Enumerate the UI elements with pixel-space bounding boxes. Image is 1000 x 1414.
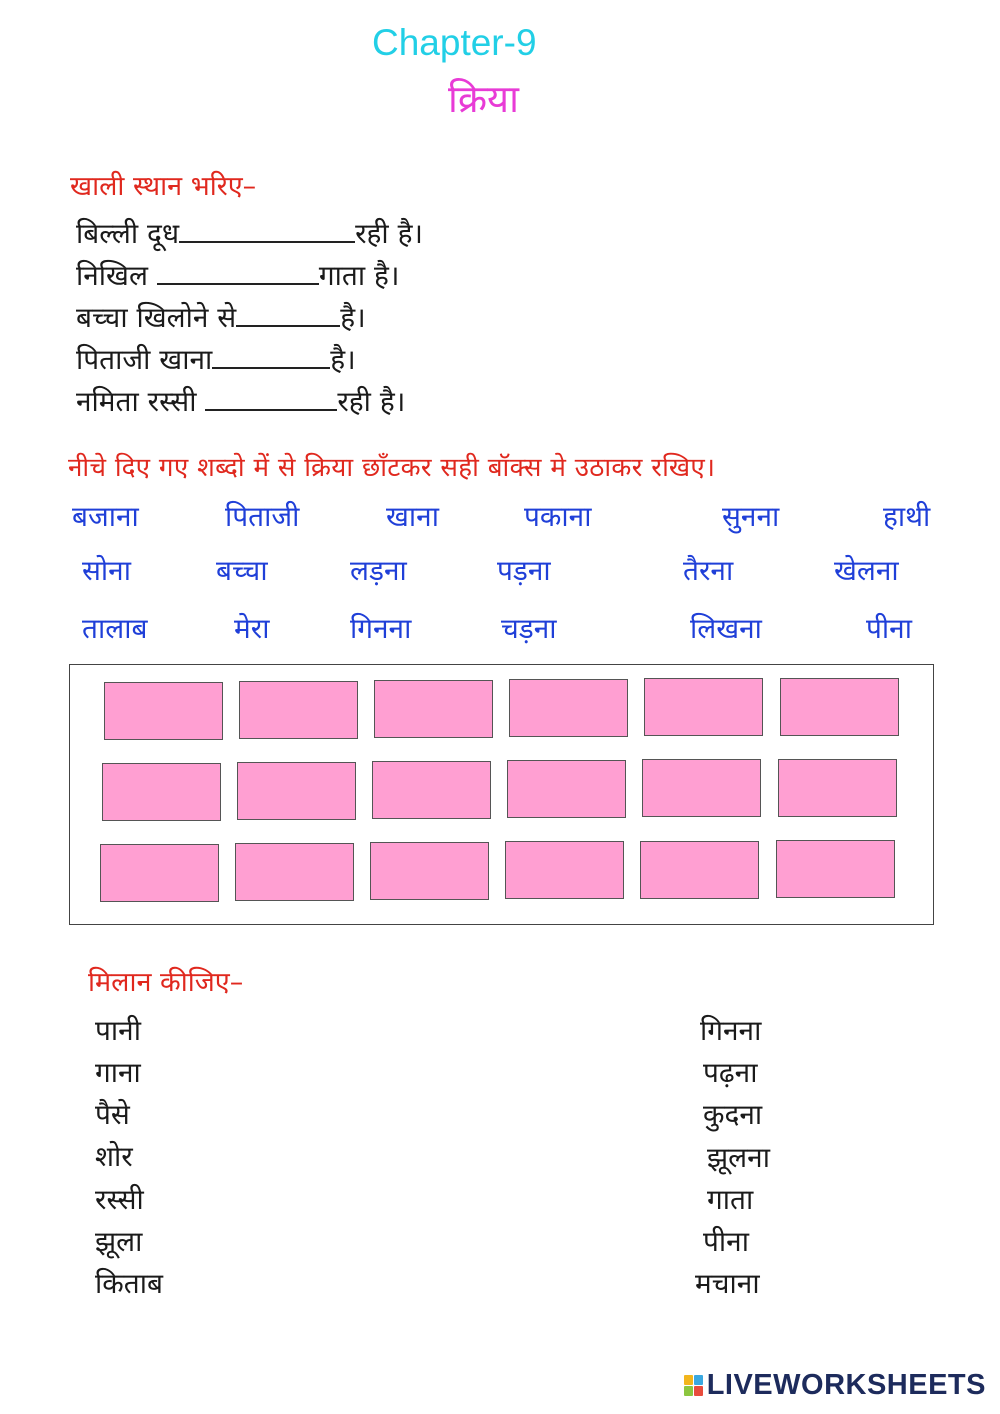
liveworksheets-logo: [684, 1369, 986, 1402]
match-right-item[interactable]: झूलना: [707, 1141, 770, 1174]
matching-heading: मिलान कीजिए–: [88, 967, 244, 998]
draggable-word[interactable]: चड़ना: [501, 612, 557, 645]
drop-box[interactable]: [644, 678, 763, 736]
fill-blank-sentence: [76, 382, 405, 420]
draggable-word[interactable]: लिखना: [690, 612, 762, 645]
drop-box[interactable]: [235, 843, 354, 901]
page-title: Chapter-9: [372, 22, 537, 63]
sentence-text: निखिल: [76, 259, 157, 292]
match-right-item[interactable]: गाता: [707, 1183, 754, 1216]
sentence-text: रही है।: [337, 385, 406, 418]
drop-box[interactable]: [505, 841, 624, 899]
match-left-item[interactable]: शोर: [95, 1140, 133, 1173]
sentence-text: बच्चा खिलोने से: [76, 301, 237, 334]
drop-box[interactable]: [509, 679, 628, 737]
fill-blank-sentence: [76, 340, 356, 378]
draggable-word[interactable]: हाथी: [883, 500, 931, 533]
drop-box[interactable]: [237, 762, 356, 820]
blank-field[interactable]: [205, 385, 337, 411]
drop-box[interactable]: [239, 681, 358, 739]
draggable-word[interactable]: पकाना: [524, 500, 592, 533]
draggable-word[interactable]: सोना: [82, 554, 131, 587]
drop-box[interactable]: [374, 680, 493, 738]
fill-blank-sentence: [76, 298, 366, 336]
blank-field[interactable]: [179, 217, 355, 243]
sentence-text: रही है।: [355, 217, 424, 250]
match-right-item[interactable]: मचाना: [695, 1267, 760, 1300]
draggable-word[interactable]: बजाना: [72, 500, 139, 533]
drop-box[interactable]: [640, 841, 759, 899]
sort-task-heading: नीचे दिए गए शब्दो में से क्रिया छाँटकर सही बॉक्स मे उठाकर रखिए।: [68, 453, 716, 483]
fill-blank-sentence: [76, 256, 399, 294]
match-right-item[interactable]: पढ़ना: [703, 1056, 758, 1089]
match-right-item[interactable]: पीना: [703, 1225, 749, 1258]
drop-box[interactable]: [100, 844, 219, 902]
drop-box[interactable]: [642, 759, 761, 817]
sentence-text: गाता है।: [318, 259, 400, 292]
draggable-word[interactable]: सुनना: [722, 500, 780, 533]
draggable-word[interactable]: तैरना: [683, 554, 734, 587]
draggable-word[interactable]: मेरा: [234, 612, 270, 645]
drop-box[interactable]: [372, 761, 491, 819]
sentence-text: बिल्ली दूध: [76, 217, 180, 250]
sentence-text: है।: [340, 301, 366, 334]
match-left-item[interactable]: किताब: [95, 1267, 163, 1300]
draggable-word[interactable]: बच्चा: [216, 554, 268, 587]
match-left-item[interactable]: पानी: [95, 1014, 141, 1047]
draggable-word[interactable]: तालाब: [82, 612, 148, 645]
match-left-item[interactable]: रस्सी: [95, 1183, 144, 1216]
blank-field[interactable]: [157, 259, 319, 285]
draggable-word[interactable]: खेलना: [834, 554, 899, 587]
drop-box[interactable]: [778, 759, 897, 817]
sentence-text: पिताजी खाना: [76, 343, 213, 376]
blank-field[interactable]: [236, 301, 340, 327]
drop-box[interactable]: [507, 760, 626, 818]
logo-icon: [684, 1375, 703, 1396]
sentence-text: है।: [330, 343, 356, 376]
drop-box[interactable]: [104, 682, 223, 740]
fill-blank-sentence: [76, 214, 423, 252]
sentence-text: नमिता रस्सी: [76, 385, 206, 418]
fill-blanks-heading: खाली स्थान भरिए–: [70, 171, 257, 202]
match-left-item[interactable]: पैसे: [95, 1098, 130, 1131]
page-subtitle: क्रिया: [448, 77, 519, 121]
drop-box[interactable]: [370, 842, 489, 900]
drop-box[interactable]: [776, 840, 895, 898]
blank-field[interactable]: [212, 343, 330, 369]
draggable-word[interactable]: लड़ना: [350, 554, 407, 587]
draggable-word[interactable]: पीना: [866, 612, 912, 645]
drop-box[interactable]: [780, 678, 899, 736]
match-left-item[interactable]: गाना: [95, 1056, 141, 1089]
match-right-item[interactable]: कुदना: [703, 1098, 763, 1131]
draggable-word[interactable]: गिनना: [350, 612, 412, 645]
draggable-word[interactable]: खाना: [386, 500, 439, 533]
match-left-item[interactable]: झूला: [95, 1225, 143, 1258]
draggable-word[interactable]: पड़ना: [497, 554, 551, 587]
match-right-item[interactable]: गिनना: [700, 1014, 762, 1047]
draggable-word[interactable]: पिताजी: [225, 500, 300, 533]
brand-name: LIVEWORKSHEETS: [706, 1369, 986, 1401]
drop-box[interactable]: [102, 763, 221, 821]
